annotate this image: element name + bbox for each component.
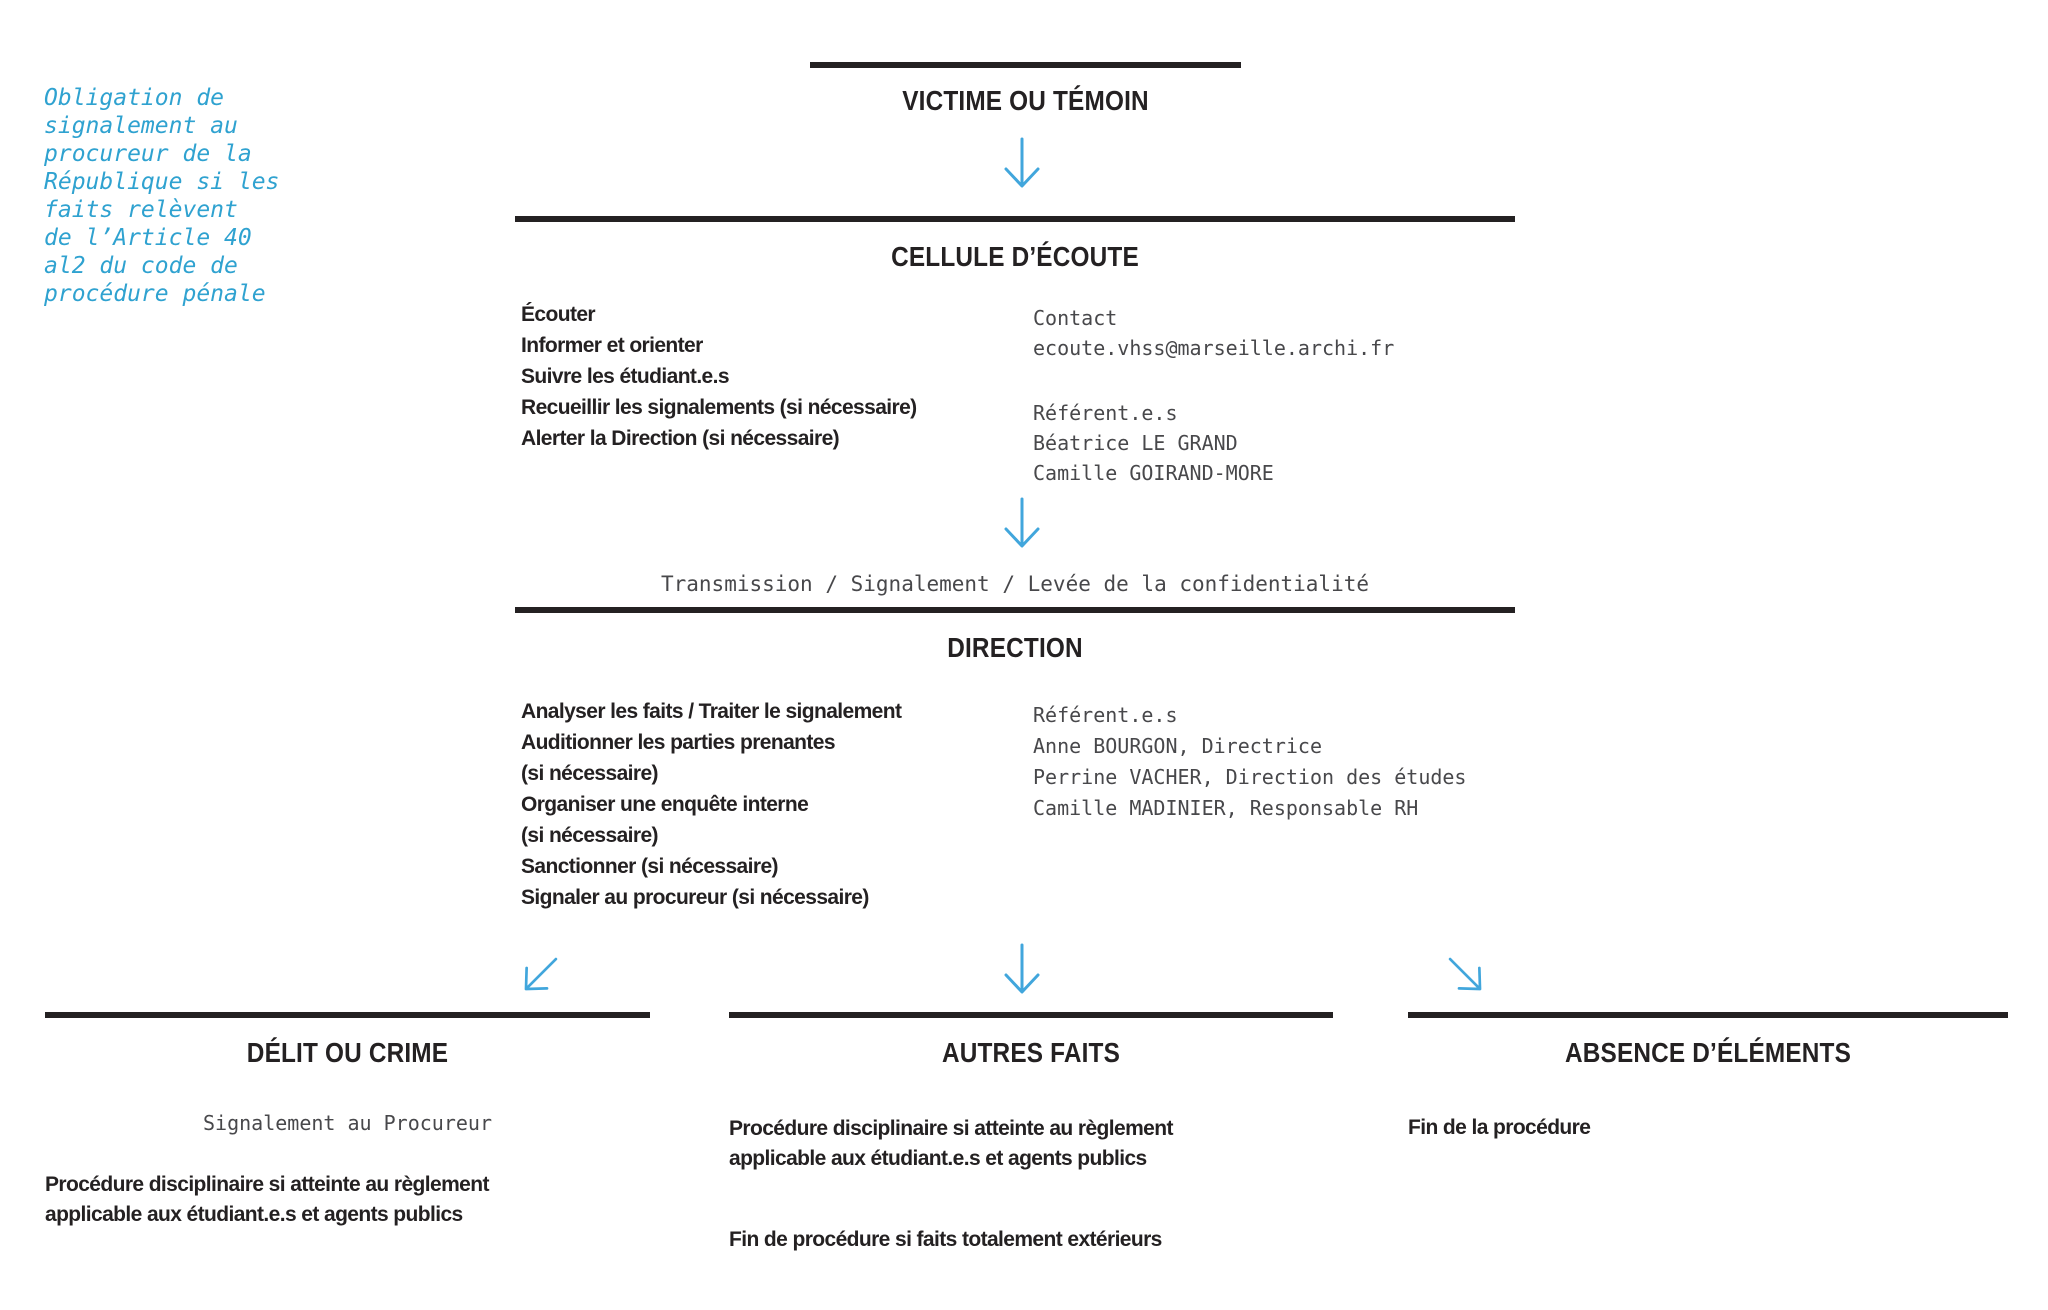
direction-task: (si nécessaire) bbox=[521, 762, 658, 785]
absence-rule bbox=[1408, 1012, 2008, 1018]
direction-task: Auditionner les parties prenantes bbox=[521, 731, 835, 754]
delit-title: DÉLIT OU CRIME bbox=[246, 1037, 449, 1068]
cellule-contact bbox=[1033, 303, 1394, 363]
down-arrow-icon bbox=[1002, 942, 1042, 998]
cellule-referents bbox=[1033, 398, 1274, 488]
direction-referents-label: Référent.e.s bbox=[1033, 703, 1178, 727]
cellule-rule bbox=[515, 216, 1515, 222]
direction-referent: Perrine VACHER, Direction des études bbox=[1033, 765, 1467, 789]
transmission-label: Transmission / Signalement / Levée de la confidentialité bbox=[660, 572, 1369, 596]
outcome-absence bbox=[1408, 1012, 2008, 1310]
down-left-arrow-icon bbox=[510, 945, 571, 1006]
direction-referent: Camille MADINIER, Responsable RH bbox=[1033, 796, 1419, 820]
delit-mono-line: Signalement au Procureur bbox=[203, 1111, 492, 1135]
absence-paragraph: Fin de la procédure bbox=[1408, 1116, 1591, 1139]
down-arrow-icon bbox=[1002, 498, 1042, 550]
contact-email: ecoute.vhss@marseille.archi.fr bbox=[1033, 336, 1395, 360]
legal-note: Obligation de signalement au procureur de la République si les faits relèvent de l’Article 40 al2 du code de procédure pénale bbox=[44, 85, 280, 307]
outcome-delit bbox=[45, 1012, 650, 1310]
autres-rule bbox=[729, 1012, 1333, 1018]
victim-rule bbox=[810, 62, 1241, 68]
delit-rule bbox=[45, 1012, 650, 1018]
autres-title: AUTRES FAITS bbox=[941, 1037, 1121, 1068]
direction-tasks bbox=[521, 696, 901, 913]
cellule-tasks bbox=[521, 299, 917, 454]
cellule-task: Informer et orienter bbox=[521, 334, 703, 357]
direction-referent: Anne BOURGON, Directrice bbox=[1033, 734, 1322, 758]
direction-task: Organiser une enquête interne bbox=[521, 793, 809, 816]
down-right-arrow-icon bbox=[1436, 945, 1497, 1006]
outcome-autres bbox=[729, 1012, 1333, 1310]
cellule-title: CELLULE D’ÉCOUTE bbox=[891, 241, 1139, 272]
autres-paragraph: Fin de procédure si faits totalement extérieurs bbox=[729, 1228, 1162, 1251]
delit-paragraph: Procédure disciplinaire si atteinte au règlement applicable aux étudiant.e.s et agents publics bbox=[45, 1173, 489, 1226]
direction-task: Signaler au procureur (si nécessaire) bbox=[521, 886, 869, 909]
cellule-referents-label: Référent.e.s bbox=[1033, 401, 1178, 425]
direction-task: Analyser les faits / Traiter le signalement bbox=[521, 700, 902, 723]
direction-task: Sanctionner (si nécessaire) bbox=[521, 855, 778, 878]
autres-paragraph: Procédure disciplinaire si atteinte au règlement applicable aux étudiant.e.s et agents publics bbox=[729, 1117, 1173, 1170]
direction-title: DIRECTION bbox=[947, 632, 1083, 663]
cellule-task: Suivre les étudiant.e.s bbox=[521, 365, 729, 388]
cellule-task: Recueillir les signalements (si nécessaire) bbox=[521, 396, 917, 419]
direction-referents bbox=[1033, 700, 1466, 824]
cellule-referent: Camille GOIRAND-MORE bbox=[1033, 461, 1274, 485]
direction-task: (si nécessaire) bbox=[521, 824, 658, 847]
contact-label: Contact bbox=[1033, 306, 1118, 330]
victim-title: VICTIME OU TÉMOIN bbox=[902, 85, 1149, 116]
cellule-referent: Béatrice LE GRAND bbox=[1033, 431, 1238, 455]
direction-rule bbox=[515, 607, 1515, 613]
cellule-task: Alerter la Direction (si nécessaire) bbox=[521, 427, 840, 450]
absence-title: ABSENCE D’ÉLÉMENTS bbox=[1564, 1037, 1852, 1068]
down-arrow-icon bbox=[1002, 138, 1042, 190]
cellule-task: Écouter bbox=[521, 303, 595, 326]
